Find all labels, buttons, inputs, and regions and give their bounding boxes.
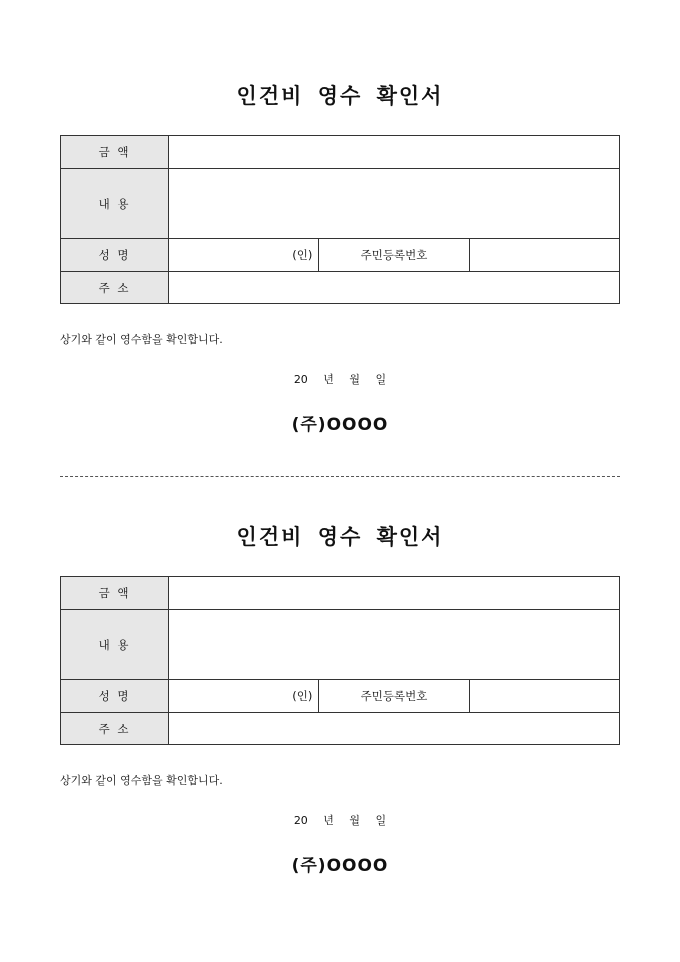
amount-label: 금 액 bbox=[61, 136, 169, 169]
document-title: 인건비 영수 확인서 bbox=[236, 524, 444, 549]
address-label: 주 소 bbox=[61, 272, 169, 304]
name-label: 성 명 bbox=[61, 239, 169, 272]
company-name: (주)OOOO bbox=[291, 856, 389, 876]
name-field[interactable] bbox=[169, 680, 319, 713]
amount-label: 금 액 bbox=[61, 577, 169, 610]
name-field[interactable] bbox=[169, 239, 319, 272]
receipt-form-table bbox=[60, 576, 620, 745]
resident-number-field[interactable] bbox=[469, 680, 619, 713]
name-label: 성 명 bbox=[61, 680, 169, 713]
content-field[interactable] bbox=[169, 610, 620, 680]
document-title: 인건비 영수 확인서 bbox=[236, 83, 444, 108]
receipt-form-table bbox=[60, 135, 620, 304]
amount-field[interactable] bbox=[169, 577, 620, 610]
address-field[interactable] bbox=[169, 272, 620, 304]
seal-mark: (인) bbox=[292, 689, 313, 703]
confirm-text: 상기와 같이 영수함을 확인합니다. bbox=[60, 333, 223, 346]
resident-number-label: 주민등록번호 bbox=[319, 239, 469, 272]
date-line: 20 년 월 일 bbox=[293, 814, 387, 827]
amount-field[interactable] bbox=[169, 136, 620, 169]
company-name: (주)OOOO bbox=[291, 415, 389, 435]
content-label: 내 용 bbox=[61, 610, 169, 680]
address-label: 주 소 bbox=[61, 713, 169, 745]
cut-line-divider bbox=[60, 476, 620, 477]
resident-number-field[interactable] bbox=[469, 239, 619, 272]
content-label: 내 용 bbox=[61, 169, 169, 239]
confirm-text: 상기와 같이 영수함을 확인합니다. bbox=[60, 774, 223, 787]
content-field[interactable] bbox=[169, 169, 620, 239]
seal-mark: (인) bbox=[292, 248, 313, 262]
date-line: 20 년 월 일 bbox=[293, 373, 387, 386]
address-field[interactable] bbox=[169, 713, 620, 745]
resident-number-label: 주민등록번호 bbox=[319, 680, 469, 713]
